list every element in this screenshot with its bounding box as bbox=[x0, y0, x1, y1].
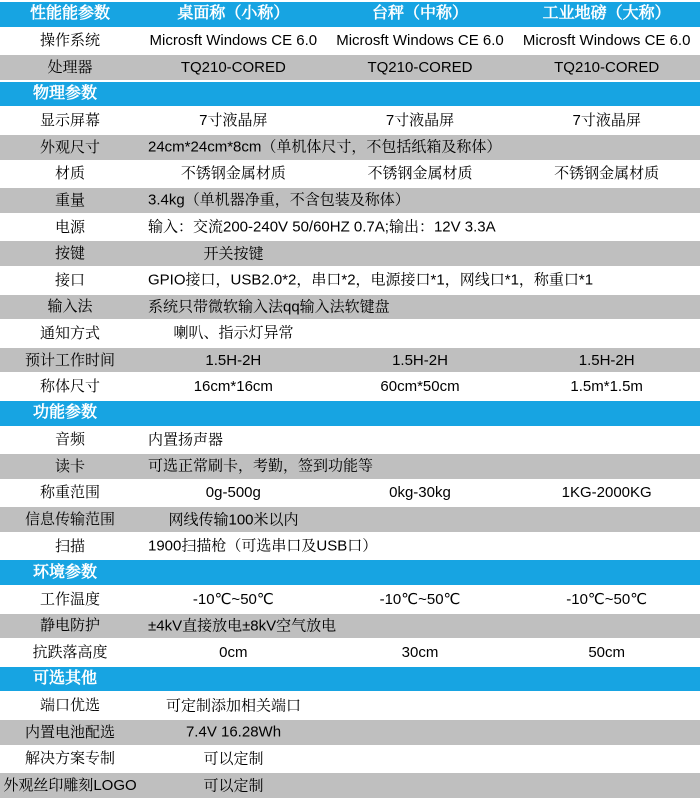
spec-value: -10℃~50℃ bbox=[192, 590, 274, 608]
spec-label: 显示屏幕 bbox=[39, 112, 100, 130]
spec-label: 操作系统 bbox=[39, 32, 100, 50]
spec-label: 预计工作时间 bbox=[24, 351, 115, 369]
spec-label: 称重范围 bbox=[39, 484, 100, 502]
spec-label: 输入法 bbox=[47, 298, 93, 316]
spec-row bbox=[0, 428, 700, 455]
spec-label: 外观尺寸 bbox=[39, 138, 100, 156]
spec-row bbox=[0, 295, 700, 322]
spec-value: 3.4kg（单机器净重，不含包装及称体） bbox=[148, 191, 410, 209]
spec-value: 输入：交流200-240V 50/60HZ 0.7A;输出：12V 3.3A bbox=[148, 218, 496, 236]
spec-value: 1.5H-2H bbox=[205, 351, 262, 369]
spec-value: Microsft Windows CE 6.0 bbox=[149, 32, 318, 50]
spec-row bbox=[0, 693, 700, 720]
spec-value: 7寸液晶屏 bbox=[199, 112, 268, 130]
spec-row bbox=[0, 507, 700, 534]
spec-value: 不锈钢金属材质 bbox=[180, 165, 286, 183]
spec-value: 喇叭、指示灯异常 bbox=[173, 324, 294, 342]
spec-value: GPIO接口，USB2.0*2，串口*2，电源接口*1，网线口*1，称重口*1 bbox=[148, 271, 594, 289]
spec-label: 通知方式 bbox=[39, 324, 100, 342]
spec-value: TQ210-CORED bbox=[180, 58, 286, 76]
spec-value: 1KG-2000KG bbox=[561, 484, 652, 502]
spec-value: TQ210-CORED bbox=[367, 58, 473, 76]
spec-label: 静电防护 bbox=[39, 617, 100, 635]
spec-row bbox=[0, 321, 700, 348]
spec-value: 16cm*16cm bbox=[193, 378, 273, 396]
spec-label: 重量 bbox=[54, 191, 85, 209]
column-header: 台秤（中称） bbox=[371, 5, 468, 23]
spec-value: 可选正常刷卡，考勤，签到功能等 bbox=[148, 457, 374, 475]
spec-value: 60cm*50cm bbox=[380, 378, 460, 396]
spec-label: 材质 bbox=[54, 165, 85, 183]
column-header: 工业地磅（大称） bbox=[542, 5, 671, 23]
spec-value: 可以定制 bbox=[203, 777, 264, 795]
spec-value: 7寸液晶屏 bbox=[385, 112, 455, 130]
spec-row bbox=[0, 720, 700, 747]
spec-value: 7寸液晶屏 bbox=[572, 112, 641, 130]
spec-value: ±4kV直接放电±8kV空气放电 bbox=[148, 617, 337, 635]
spec-row bbox=[0, 29, 700, 56]
section-title: 可选其他 bbox=[33, 670, 98, 688]
spec-value: 24cm*24cm*8cm（单机体尺寸，不包括纸箱及称体） bbox=[148, 138, 502, 156]
spec-value: 系统只带微软输入法qq输入法软键盘 bbox=[148, 298, 390, 316]
spec-label: 外观丝印雕刻LOGO bbox=[3, 777, 137, 795]
spec-label: 读卡 bbox=[54, 457, 85, 475]
spec-label: 电源 bbox=[54, 218, 85, 236]
header-cell-parameter: 性能能参数 bbox=[29, 5, 110, 23]
spec-value: TQ210-CORED bbox=[554, 58, 660, 76]
spec-row bbox=[0, 481, 700, 508]
spec-value: 0g-500g bbox=[205, 484, 261, 502]
section-title: 物理参数 bbox=[33, 85, 98, 103]
section-header-row bbox=[0, 82, 700, 109]
spec-value: 不锈钢金属材质 bbox=[554, 165, 660, 183]
spec-value: -10℃~50℃ bbox=[379, 590, 461, 608]
spec-row bbox=[0, 188, 700, 215]
section-title: 环境参数 bbox=[33, 563, 98, 581]
spec-row bbox=[0, 268, 700, 295]
section-title: 功能参数 bbox=[33, 404, 98, 422]
spec-row bbox=[0, 108, 700, 135]
spec-label: 扫描 bbox=[54, 537, 85, 555]
spec-value: 网线传输100米以内 bbox=[168, 511, 299, 529]
spec-row bbox=[0, 454, 700, 481]
spec-value: 1.5m*1.5m bbox=[570, 378, 643, 396]
spec-value: 30cm bbox=[401, 644, 439, 662]
spec-value: 1900扫描枪（可选串口及USB口） bbox=[148, 537, 378, 555]
spec-value: 50cm bbox=[588, 644, 625, 662]
spec-label: 抗跌落高度 bbox=[32, 644, 108, 662]
spec-value: 1.5H-2H bbox=[578, 351, 635, 369]
spec-row bbox=[0, 55, 700, 82]
spec-value: 0cm bbox=[219, 644, 248, 662]
spec-row bbox=[0, 135, 700, 162]
spec-row bbox=[0, 747, 700, 774]
spec-value: 不锈钢金属材质 bbox=[367, 165, 473, 183]
section-header-row bbox=[0, 667, 700, 694]
spec-value: 1.5H-2H bbox=[392, 351, 448, 369]
spec-label: 解决方案专制 bbox=[24, 750, 115, 768]
spec-row bbox=[0, 348, 700, 375]
spec-label: 端口优选 bbox=[39, 697, 100, 715]
spec-value: 可定制添加相关端口 bbox=[165, 697, 301, 715]
spec-row bbox=[0, 534, 700, 561]
spec-row bbox=[0, 241, 700, 268]
spec-label: 信息传输范围 bbox=[24, 511, 115, 529]
spec-row bbox=[0, 640, 700, 667]
spec-label: 音频 bbox=[54, 431, 85, 449]
section-header-row bbox=[0, 560, 700, 587]
spec-row bbox=[0, 374, 700, 401]
spec-value: 开关按键 bbox=[203, 245, 264, 263]
spec-row bbox=[0, 215, 700, 242]
spec-row bbox=[0, 773, 700, 800]
spec-row bbox=[0, 587, 700, 614]
spec-row bbox=[0, 162, 700, 189]
spec-label: 接口 bbox=[54, 271, 85, 289]
spec-label: 内置电池配选 bbox=[24, 723, 115, 741]
spec-label: 按键 bbox=[54, 245, 85, 263]
spec-value: -10℃~50℃ bbox=[566, 590, 648, 608]
table-header-row bbox=[0, 2, 700, 29]
spec-value: 可以定制 bbox=[203, 750, 264, 768]
spec-value: Microsft Windows CE 6.0 bbox=[522, 32, 691, 50]
spec-value: 7.4V 16.28Wh bbox=[185, 723, 282, 741]
spec-label: 处理器 bbox=[47, 58, 93, 76]
spec-label: 工作温度 bbox=[39, 590, 100, 608]
spec-value: 内置扬声器 bbox=[148, 431, 224, 449]
section-header-row bbox=[0, 401, 700, 428]
spec-row bbox=[0, 614, 700, 641]
spec-label: 称体尺寸 bbox=[39, 378, 100, 396]
spec-value: 0kg-30kg bbox=[389, 484, 451, 502]
spec-value: Microsft Windows CE 6.0 bbox=[336, 32, 504, 50]
column-header: 桌面称（小称） bbox=[177, 5, 290, 23]
